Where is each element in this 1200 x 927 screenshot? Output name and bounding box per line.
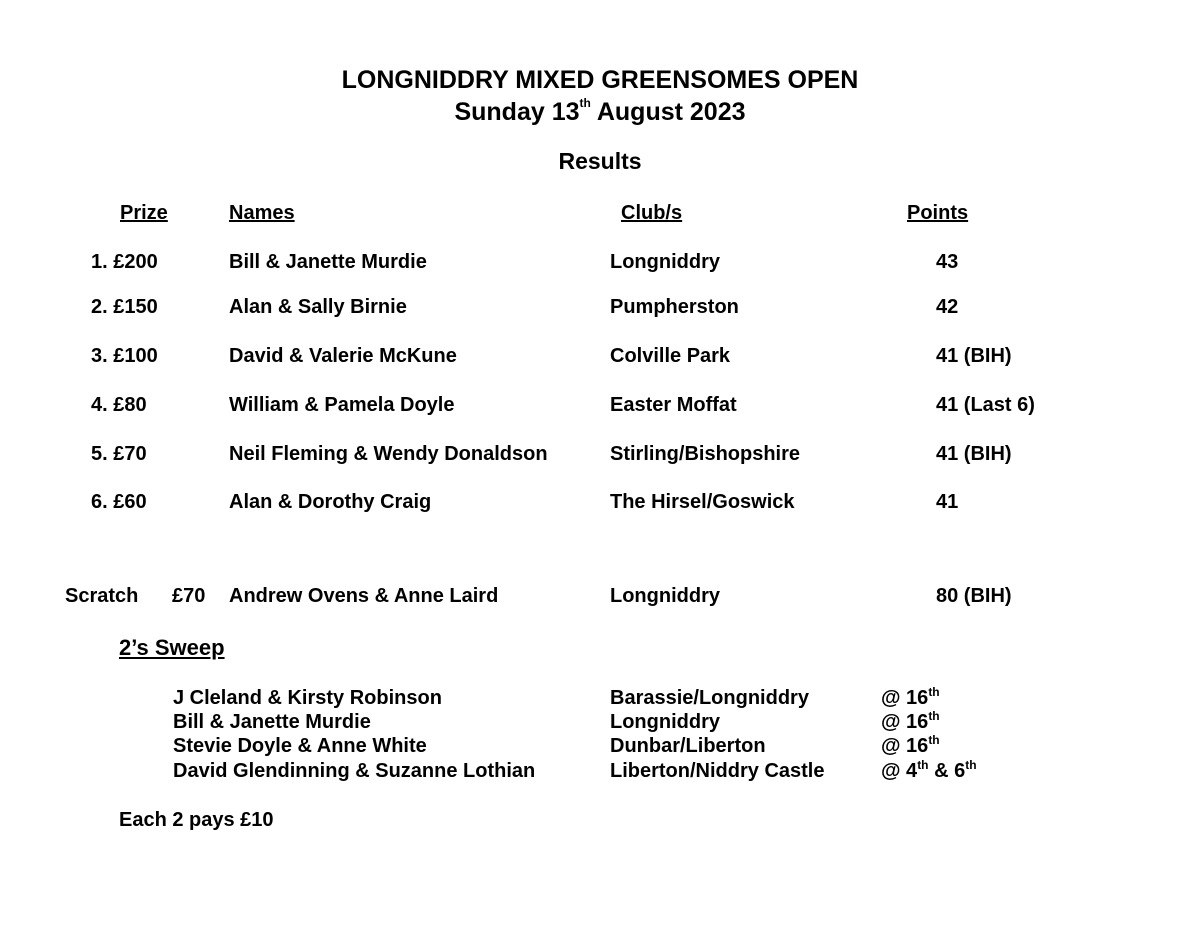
scratch-label: Scratch bbox=[65, 585, 139, 607]
sweep-hole-number: @ 16 bbox=[881, 687, 929, 709]
club-cell: Stirling/Bishopshire bbox=[610, 443, 801, 465]
sweep-hole bbox=[881, 760, 977, 783]
points-cell: 41 (BIH) bbox=[936, 345, 1012, 367]
column-header-names: Names bbox=[229, 202, 295, 224]
sweep-names: J Cleland & Kirsty Robinson bbox=[173, 687, 442, 709]
sweep-hole-suffix: th bbox=[928, 733, 940, 747]
prize-cell: 4. £80 bbox=[91, 394, 147, 416]
names-cell: Alan & Dorothy Craig bbox=[229, 491, 432, 513]
event-date-suffix: th bbox=[579, 96, 591, 110]
points-cell: 41 (BIH) bbox=[936, 443, 1012, 465]
scratch-points: 80 (BIH) bbox=[936, 585, 1012, 607]
sweep-hole-extra: & 6 bbox=[928, 760, 966, 782]
names-cell: Neil Fleming & Wendy Donaldson bbox=[229, 443, 548, 465]
club-cell: Longniddry bbox=[610, 251, 720, 273]
club-cell: Colville Park bbox=[610, 345, 731, 367]
scratch-names: Andrew Ovens & Anne Laird bbox=[229, 585, 499, 607]
sweep-hole-number: @ 16 bbox=[881, 711, 929, 733]
points-cell: 42 bbox=[936, 296, 959, 318]
names-cell: David & Valerie McKune bbox=[229, 345, 457, 367]
prize-cell: 1. £200 bbox=[91, 251, 158, 273]
names-cell: Bill & Janette Murdie bbox=[229, 251, 427, 273]
sweep-club: Liberton/Niddry Castle bbox=[610, 760, 825, 782]
sweep-hole-suffix: th bbox=[928, 709, 940, 723]
results-heading: Results bbox=[558, 148, 642, 174]
club-cell: Pumpherston bbox=[610, 296, 739, 318]
prize-cell: 3. £100 bbox=[91, 345, 158, 367]
sweep-hole-suffix: th bbox=[917, 758, 929, 772]
prize-cell: 5. £70 bbox=[91, 443, 147, 465]
scratch-prize: £70 bbox=[172, 585, 206, 607]
sweep-hole bbox=[881, 711, 940, 734]
event-date-month-year: August 2023 bbox=[590, 98, 746, 126]
club-cell: The Hirsel/Goswick bbox=[610, 491, 795, 513]
names-cell: William & Pamela Doyle bbox=[229, 394, 455, 416]
sweep-hole-number: @ 16 bbox=[881, 735, 929, 757]
points-cell: 41 bbox=[936, 491, 959, 513]
points-cell: 41 (Last 6) bbox=[936, 394, 1035, 416]
sweep-club: Dunbar/Liberton bbox=[610, 735, 766, 757]
points-cell: 43 bbox=[936, 251, 959, 273]
sweep-club: Barassie/Longniddry bbox=[610, 687, 809, 709]
names-cell: Alan & Sally Birnie bbox=[229, 296, 407, 318]
sweep-heading: 2’s Sweep bbox=[119, 635, 225, 660]
sweep-names: David Glendinning & Suzanne Lothian bbox=[173, 760, 536, 782]
sweep-hole bbox=[881, 735, 940, 758]
sweep-hole-number: @ 4 bbox=[881, 760, 918, 782]
sweep-names: Stevie Doyle & Anne White bbox=[173, 735, 427, 757]
sweep-hole-suffix: th bbox=[928, 685, 940, 699]
sweep-hole-extra-suffix: th bbox=[965, 758, 977, 772]
club-cell: Easter Moffat bbox=[610, 394, 737, 416]
sweep-footer: Each 2 pays £10 bbox=[119, 809, 274, 831]
sweep-names: Bill & Janette Murdie bbox=[173, 711, 371, 733]
sweep-hole bbox=[881, 687, 940, 710]
scratch-club: Longniddry bbox=[610, 585, 720, 607]
prize-cell: 6. £60 bbox=[91, 491, 147, 513]
column-header-points: Points bbox=[907, 202, 969, 224]
prize-cell: 2. £150 bbox=[91, 296, 158, 318]
page-title: LONGNIDDRY MIXED GREENSOMES OPEN bbox=[341, 66, 859, 94]
column-header-clubs: Club/s bbox=[621, 202, 683, 224]
event-date bbox=[0, 98, 1200, 127]
sweep-club: Longniddry bbox=[610, 711, 720, 733]
column-header-prize: Prize bbox=[120, 202, 168, 224]
event-date-day: Sunday 13 bbox=[454, 98, 580, 126]
